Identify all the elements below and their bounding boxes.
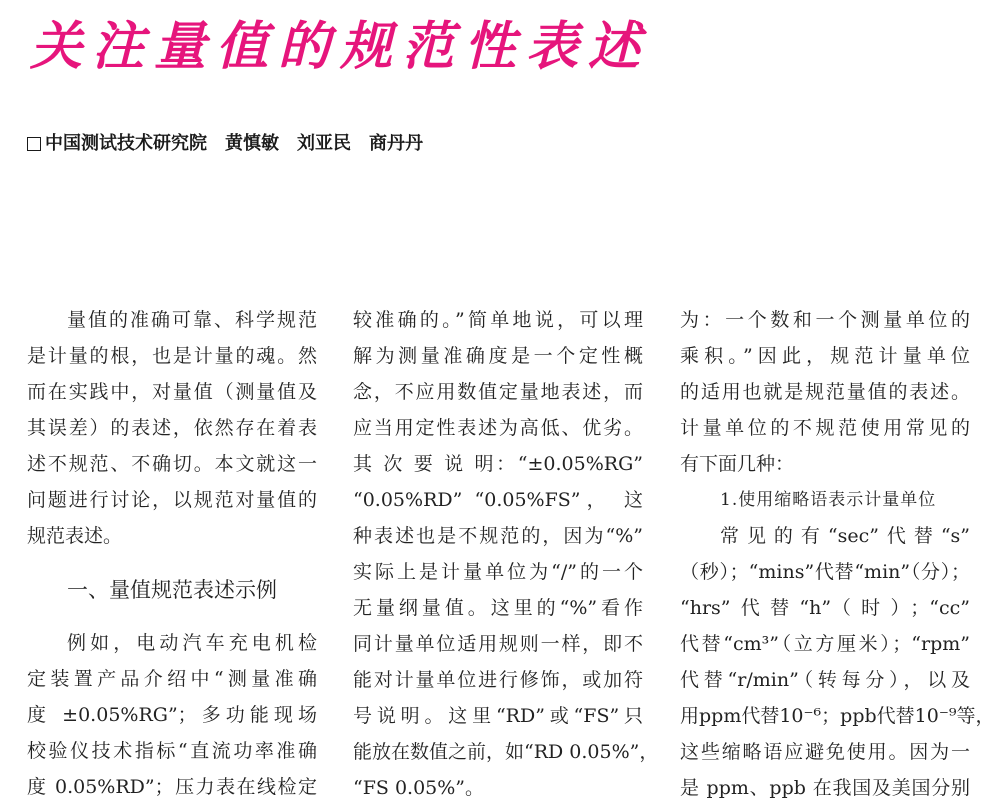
- text-line: 乘积。”因此，规范计量单位: [680, 345, 970, 367]
- text-line: 量值的准确可靠、科学规范: [67, 309, 317, 331]
- text-line: 的适用也就是规范量值的表述。: [680, 381, 970, 403]
- text-line: “FS 0.05%”。: [353, 777, 485, 799]
- text-line: 同计量单位适用规则一样，即不: [353, 633, 643, 655]
- text-column-1: [27, 302, 317, 805]
- text-line: 其 次 要 说 明：“±0.05%RG”: [353, 453, 643, 475]
- text-line: 校验仪技术指标“直流功率准确: [27, 740, 317, 762]
- text-line: 计量单位的不规范使用常见的: [680, 417, 970, 439]
- text-line: “hrs”代替“h”（时）；“cc”: [680, 597, 970, 619]
- text-line: 号说明。这里“RD”或“FS”只: [353, 705, 643, 727]
- text-line: 度 0.05%RD”；压力表在线检定: [27, 776, 317, 798]
- text-line: 解为测量准确度是一个定性概: [353, 345, 643, 367]
- affiliation: 中国测试技术研究院: [45, 133, 207, 154]
- text-line: 是 ppm、ppb 在我国及美国分别: [680, 777, 970, 799]
- text-line: 例如，电动汽车充电机检: [67, 632, 317, 654]
- text-line: 种表述也是不规范的，因为“%”: [353, 525, 643, 547]
- square-bullet-icon: [27, 137, 41, 151]
- text-line: 这些缩略语应避免使用。因为一: [680, 741, 970, 763]
- text-line: 用ppm代替10⁻⁶；ppb代替10⁻⁹等，: [680, 705, 995, 727]
- text-line: 定装置产品介绍中“测量准确: [27, 668, 317, 690]
- text-line: 应当用定性表述为高低、优劣。: [353, 417, 643, 439]
- text-line: 能对计量单位进行修饰，或加符: [353, 669, 643, 691]
- text-line: 其误差）的表述，依然存在着表: [27, 417, 317, 439]
- article-title: 关注量值的规范性表述: [30, 16, 651, 77]
- text-line: 规范表述。: [27, 525, 123, 547]
- text-line: （秒）；“mins”代替“min”（分）；: [680, 561, 970, 583]
- text-line: “0.05%RD” “0.05%FS”， 这: [353, 489, 643, 511]
- text-line: 较准确的。”简单地说，可以理: [353, 309, 643, 331]
- text-line: 为：一个数和一个测量单位的: [680, 309, 970, 331]
- author-name: 刘亚民: [297, 133, 351, 154]
- byline: [27, 132, 423, 156]
- text-line: 而在实践中，对量值（测量值及: [27, 381, 317, 403]
- text-column-3: [680, 302, 995, 806]
- text-line: 代替“r/min”（转每分），以及: [680, 669, 970, 691]
- text-line: 代替“cm³”（立方厘米）；“rpm”: [680, 633, 970, 655]
- text-line: 问题进行讨论，以规范对量值的: [27, 489, 317, 511]
- author-name: 商丹丹: [369, 133, 423, 154]
- text-line: 述不规范、不确切。本文就这一: [27, 453, 317, 475]
- section-heading: 一、量值规范表述示例: [67, 578, 277, 602]
- text-line: 有下面几种：: [680, 453, 795, 475]
- text-line: 无量纲量值。这里的“%”看作: [353, 597, 643, 619]
- text-line: 实际上是计量单位为“/”的一个: [353, 561, 643, 583]
- text-line: 常见的有“sec”代替“s”: [720, 525, 970, 547]
- text-column-2: [353, 302, 659, 806]
- subsection-heading: 1.使用缩略语表示计量单位: [720, 490, 937, 510]
- text-line: 度 ±0.05%RG”；多功能现场: [27, 704, 317, 726]
- text-line: 是计量的根，也是计量的魂。然: [27, 345, 317, 367]
- text-line: 念，不应用数值定量地表述，而: [353, 381, 643, 403]
- text-line: 能放在数值之前，如“RD 0.05%”，: [353, 741, 659, 763]
- author-name: 黄慎敏: [225, 133, 279, 154]
